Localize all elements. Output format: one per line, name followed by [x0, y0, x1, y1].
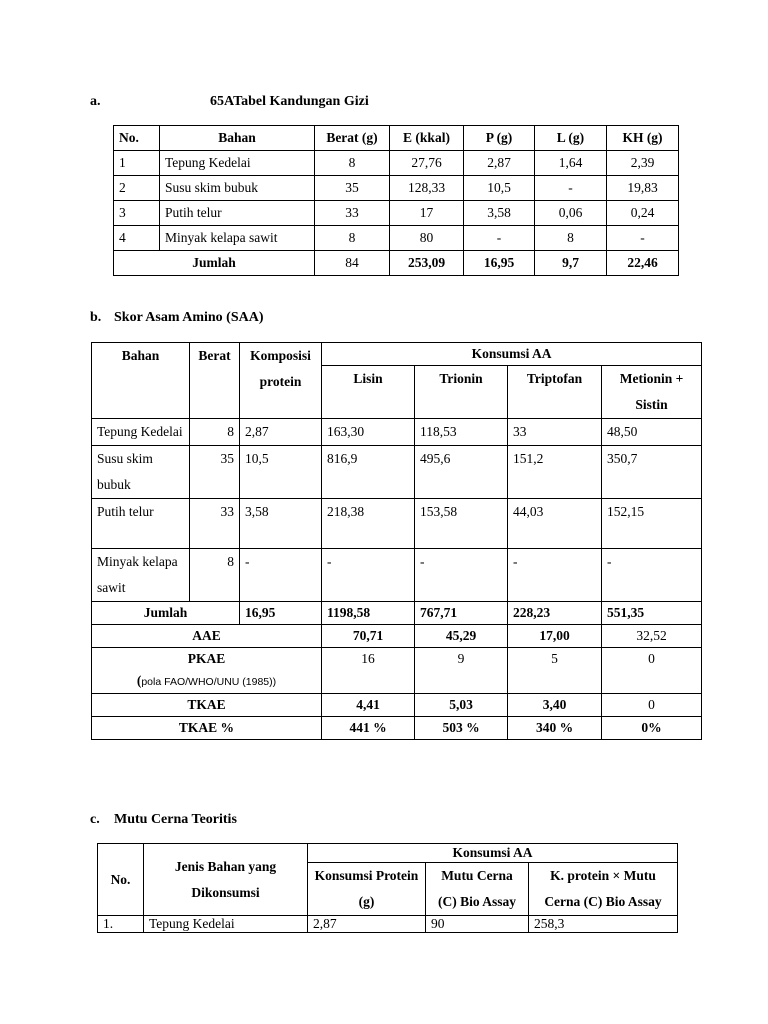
table-header-row	[98, 844, 678, 863]
cell: 8	[315, 226, 390, 251]
cell: 153,58	[415, 499, 508, 549]
cell: -	[607, 226, 679, 251]
cell: 253,09	[390, 251, 464, 276]
cell: 2,87	[240, 419, 322, 446]
cell: 33	[315, 201, 390, 226]
cell: 45,29	[415, 625, 508, 648]
col-header-jenis: Jenis Bahan yang Dikonsumsi	[144, 844, 308, 916]
total-label: Jumlah	[92, 602, 240, 625]
cell: 5,03	[415, 694, 508, 717]
cell: 0%	[602, 717, 702, 740]
cell: Putih telur	[92, 499, 190, 549]
cell: -	[535, 176, 607, 201]
total-label: Jumlah	[114, 251, 315, 276]
cell: 1.	[98, 916, 144, 933]
cell: 8	[190, 419, 240, 446]
cell: -	[322, 549, 415, 602]
cell: 8	[190, 549, 240, 602]
col-header: Metionin + Sistin	[602, 366, 702, 419]
col-header: L (g)	[535, 126, 607, 151]
cell: Tepung Kedelai	[160, 151, 315, 176]
table-row	[92, 446, 702, 499]
table-row	[114, 201, 679, 226]
cell: Tepung Kedelai	[144, 916, 308, 933]
tkae-pct-row	[92, 717, 702, 740]
col-header: Konsumsi Protein (g)	[308, 863, 426, 916]
cell: Minyak kelapa sawit	[92, 549, 190, 602]
cell: Susu skim bubuk	[160, 176, 315, 201]
tkae-pct-label: TKAE %	[92, 717, 322, 740]
aae-row	[92, 625, 702, 648]
cell: 4,41	[322, 694, 415, 717]
cell: 16,95	[464, 251, 535, 276]
cell: 151,2	[508, 446, 602, 499]
cell: 10,5	[240, 446, 322, 499]
pkae-note: pola FAO/WHO/UNU (1985)	[141, 676, 273, 688]
cell: 3,40	[508, 694, 602, 717]
section-b-letter: b.	[90, 310, 102, 325]
cell: Minyak kelapa sawit	[160, 226, 315, 251]
amino-acid-score-table	[91, 342, 702, 740]
nutrition-table	[113, 125, 679, 276]
cell: 0	[602, 694, 702, 717]
table-row	[114, 226, 679, 251]
cell: 33	[508, 419, 602, 446]
cell: 495,6	[415, 446, 508, 499]
cell: 3,58	[240, 499, 322, 549]
cell: 48,50	[602, 419, 702, 446]
cell: 1	[114, 151, 160, 176]
digestibility-table	[97, 843, 678, 933]
col-header-bahan: Bahan	[92, 343, 190, 419]
section-a-title: 65ATabel Kandungan Gizi	[210, 94, 369, 109]
cell: 8	[535, 226, 607, 251]
cell: 152,15	[602, 499, 702, 549]
cell: 32,52	[602, 625, 702, 648]
cell: 22,46	[607, 251, 679, 276]
cell: -	[508, 549, 602, 602]
tkae-label: TKAE	[92, 694, 322, 717]
cell: -	[415, 549, 508, 602]
cell: 1198,58	[322, 602, 415, 625]
cell: 2	[114, 176, 160, 201]
cell: 350,7	[602, 446, 702, 499]
cell: 258,3	[529, 916, 678, 933]
cell: 3	[114, 201, 160, 226]
col-header-berat: Berat	[190, 343, 240, 419]
col-header: K. protein × Mutu Cerna (C) Bio Assay	[529, 863, 678, 916]
col-header: Triptofan	[508, 366, 602, 419]
table-row	[92, 419, 702, 446]
total-row	[114, 251, 679, 276]
cell: Tepung Kedelai	[92, 419, 190, 446]
col-header: Mutu Cerna (C) Bio Assay	[426, 863, 529, 916]
table-row	[92, 499, 702, 549]
table-header-row	[92, 343, 702, 366]
col-header-konsumsi: Konsumsi AA	[308, 844, 678, 863]
section-a-letter: a.	[90, 94, 101, 109]
cell: 228,23	[508, 602, 602, 625]
cell: -	[240, 549, 322, 602]
cell: 16	[322, 648, 415, 694]
cell: 3,58	[464, 201, 535, 226]
pkae-note-line: (pola FAO/WHO/UNU (1985))	[136, 673, 277, 688]
cell: 2,39	[607, 151, 679, 176]
col-header: Trionin	[415, 366, 508, 419]
cell: 35	[190, 446, 240, 499]
cell: 118,53	[415, 419, 508, 446]
cell: 9	[415, 648, 508, 694]
cell: 163,30	[322, 419, 415, 446]
tkae-row	[92, 694, 702, 717]
cell: 80	[390, 226, 464, 251]
col-header: P (g)	[464, 126, 535, 151]
pkae-row	[92, 648, 702, 694]
cell: 2,87	[308, 916, 426, 933]
cell: 767,71	[415, 602, 508, 625]
cell: Putih telur	[160, 201, 315, 226]
cell: 84	[315, 251, 390, 276]
cell: -	[602, 549, 702, 602]
cell: 35	[315, 176, 390, 201]
cell: 441 %	[322, 717, 415, 740]
col-header-komposisi: Komposisi protein	[240, 343, 322, 419]
pkae-label: PKAE	[187, 651, 226, 666]
section-c-letter: c.	[90, 812, 100, 827]
cell: 0,06	[535, 201, 607, 226]
table-row	[92, 549, 702, 602]
cell: 16,95	[240, 602, 322, 625]
pkae-label-cell	[92, 648, 322, 694]
cell: 8	[315, 151, 390, 176]
cell: 816,9	[322, 446, 415, 499]
cell: 17,00	[508, 625, 602, 648]
table-row	[98, 916, 678, 933]
cell: 19,83	[607, 176, 679, 201]
cell: 10,5	[464, 176, 535, 201]
col-header: No.	[114, 126, 160, 151]
cell: 0,24	[607, 201, 679, 226]
cell: 503 %	[415, 717, 508, 740]
cell: Susu skim bubuk	[92, 446, 190, 499]
table-header-row	[114, 126, 679, 151]
section-b-title: Skor Asam Amino (SAA)	[114, 310, 264, 325]
table-row	[114, 176, 679, 201]
cell: 9,7	[535, 251, 607, 276]
cell: 27,76	[390, 151, 464, 176]
cell: 0	[602, 648, 702, 694]
cell: 218,38	[322, 499, 415, 549]
col-header: E (kkal)	[390, 126, 464, 151]
col-header-no: No.	[98, 844, 144, 916]
total-row	[92, 602, 702, 625]
cell: 1,64	[535, 151, 607, 176]
col-header-konsumsi: Konsumsi AA	[322, 343, 702, 366]
aae-label: AAE	[92, 625, 322, 648]
cell: 340 %	[508, 717, 602, 740]
cell: 44,03	[508, 499, 602, 549]
cell: 5	[508, 648, 602, 694]
cell: 33	[190, 499, 240, 549]
cell: 2,87	[464, 151, 535, 176]
cell: 4	[114, 226, 160, 251]
cell: 90	[426, 916, 529, 933]
cell: 70,71	[322, 625, 415, 648]
col-header: Lisin	[322, 366, 415, 419]
table-row	[114, 151, 679, 176]
cell: 551,35	[602, 602, 702, 625]
cell: -	[464, 226, 535, 251]
col-header: Berat (g)	[315, 126, 390, 151]
col-header: KH (g)	[607, 126, 679, 151]
cell: 17	[390, 201, 464, 226]
cell: 128,33	[390, 176, 464, 201]
col-header: Bahan	[160, 126, 315, 151]
section-c-title: Mutu Cerna Teoritis	[114, 812, 237, 827]
